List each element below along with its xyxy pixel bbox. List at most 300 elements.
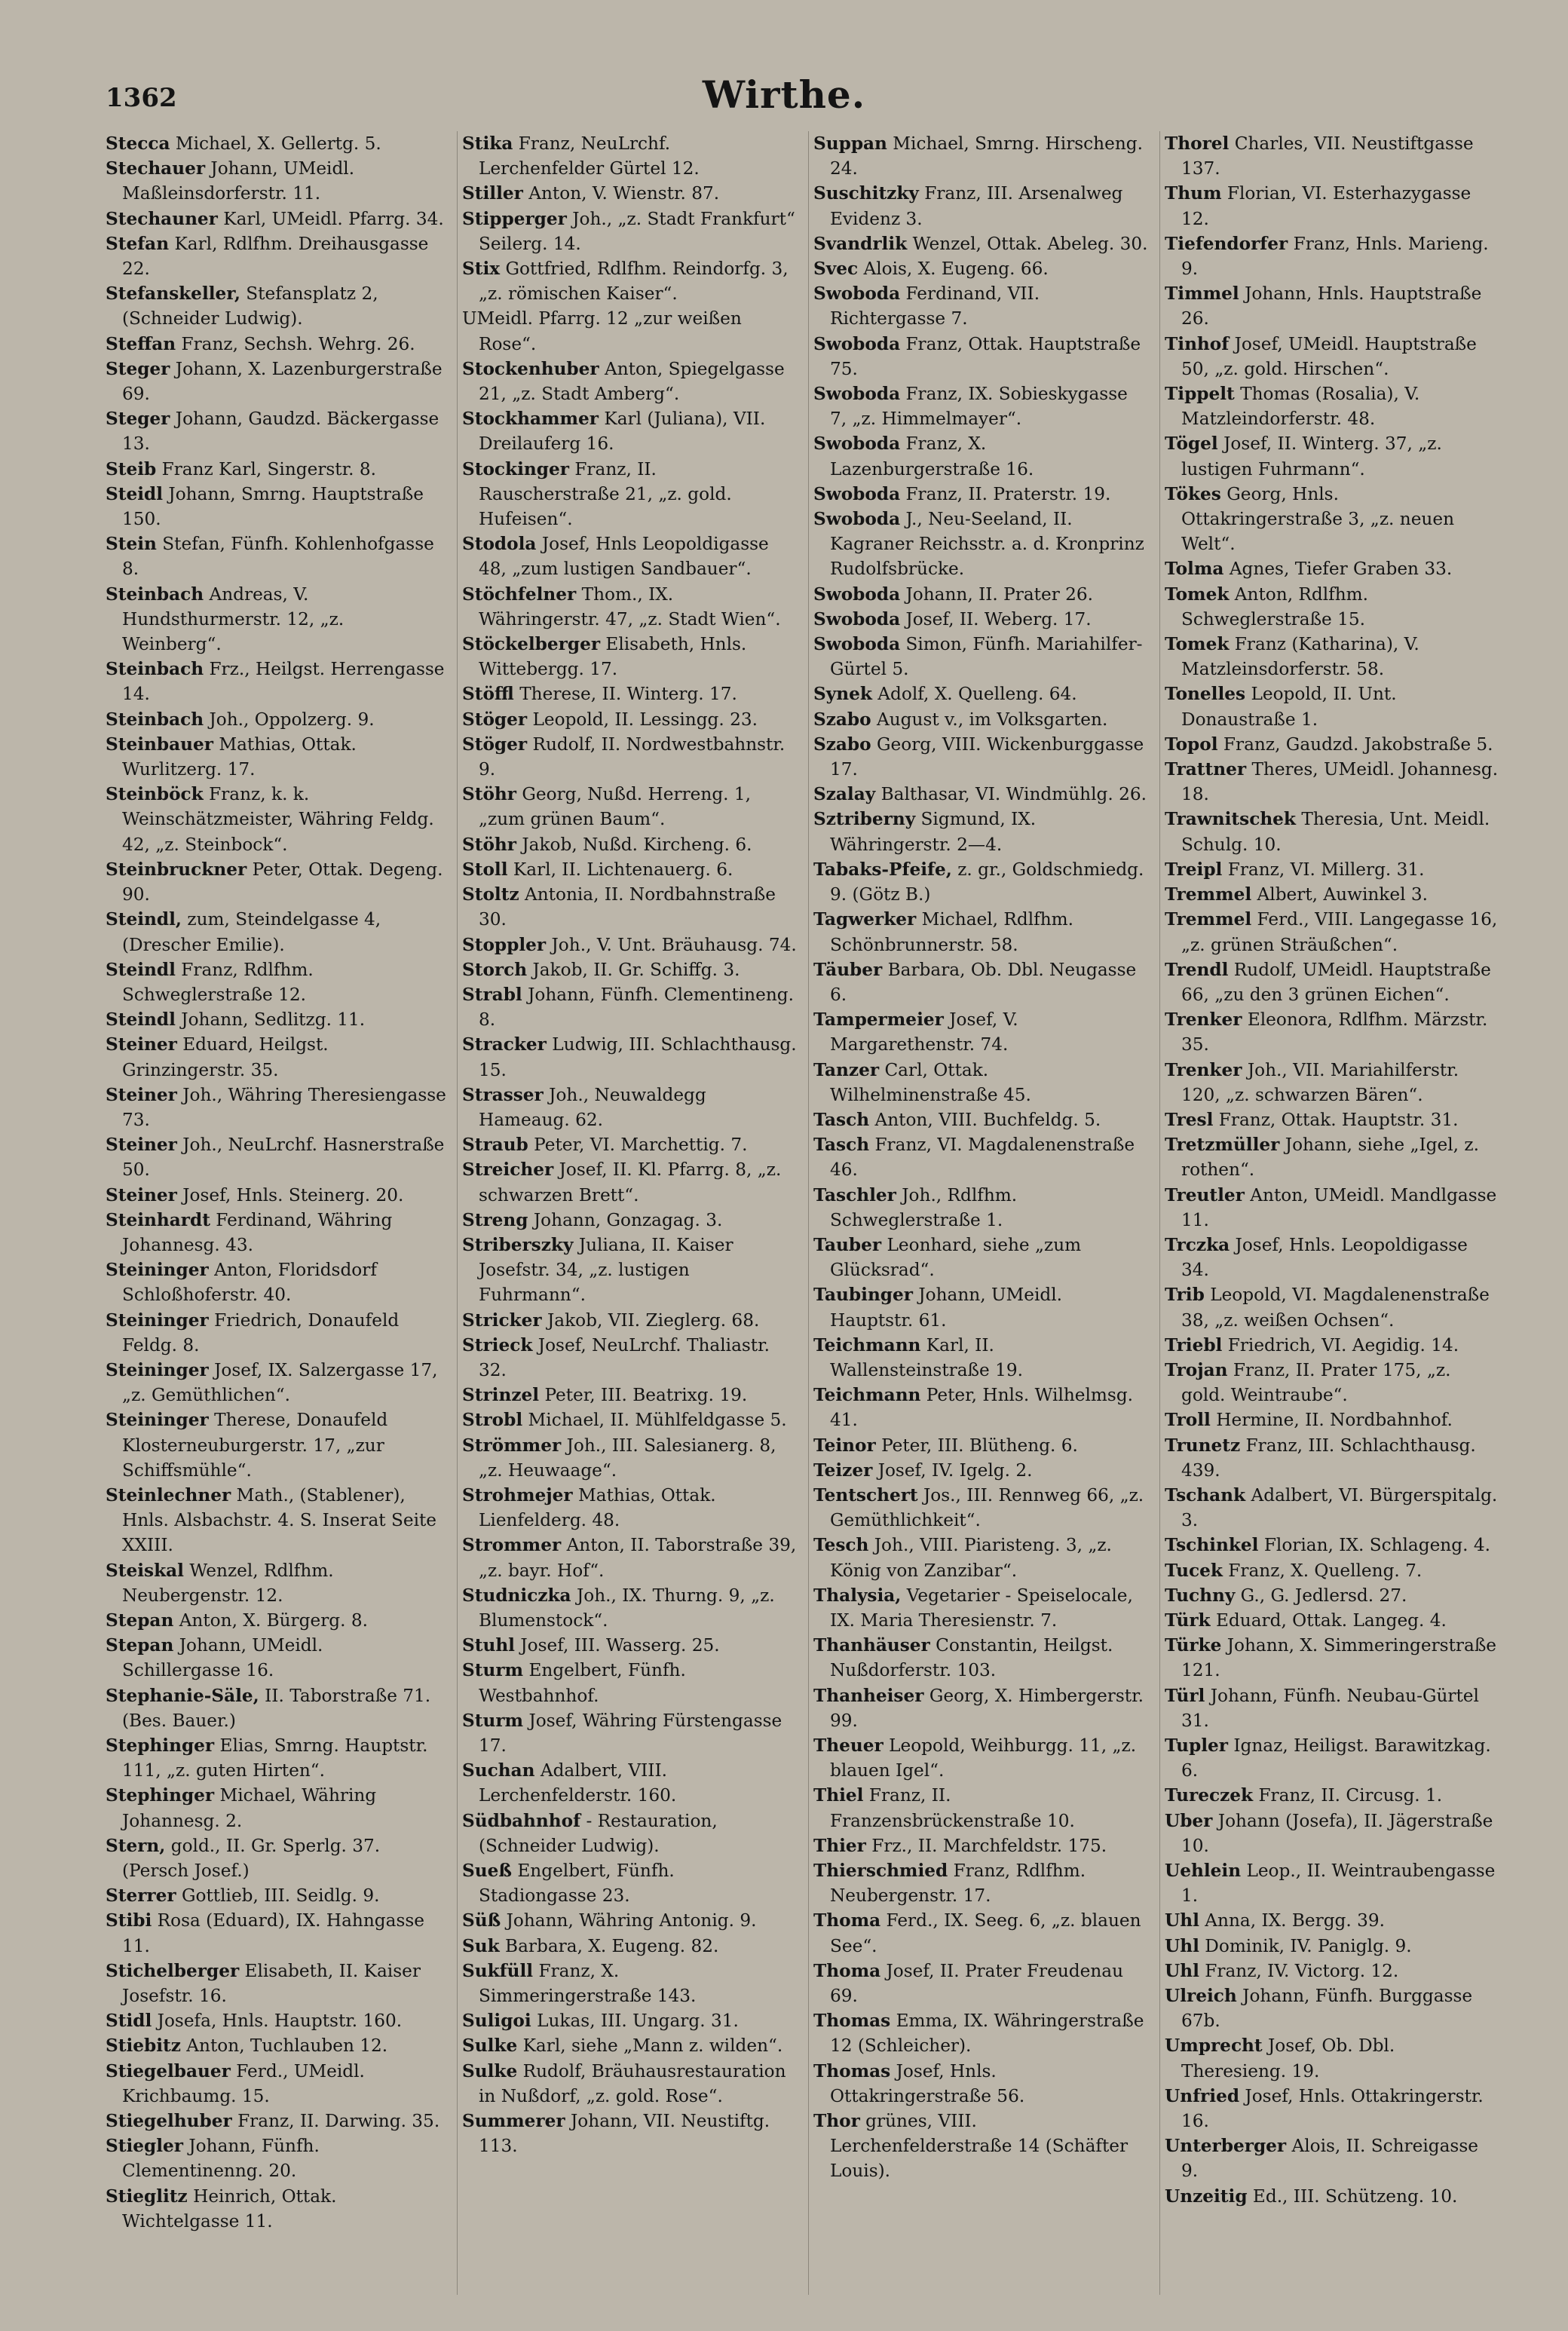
- entry-name: Stockenhuber: [462, 358, 599, 379]
- entry-name: Strommer: [462, 1535, 562, 1556]
- directory-entry: [106, 1483, 446, 1558]
- directory-entry: [462, 2008, 798, 2033]
- directory-entry: [813, 2008, 1149, 2058]
- entry-details: Barbara, Ob. Dbl. Neugasse 6.: [830, 959, 1137, 1005]
- entry-name: Stefan: [106, 233, 170, 254]
- entry-details: Franz, VI. Millerg. 31.: [1227, 859, 1425, 880]
- entry-details: Anton, X. Bürgerg. 8.: [179, 1610, 368, 1631]
- directory-entry: [462, 1233, 798, 1308]
- entry-name: Synek: [813, 684, 872, 705]
- directory-entry: [106, 457, 446, 482]
- entry-name: Suligoi: [462, 2011, 531, 2032]
- directory-entry: [462, 1658, 798, 1708]
- directory-entry: [1165, 882, 1500, 907]
- entry-details: Johann, II. Prater 26.: [905, 584, 1094, 605]
- entry-name: Thorel: [1165, 133, 1230, 154]
- directory-entry: [462, 1708, 798, 1758]
- entry-name: Unterberger: [1165, 2136, 1287, 2157]
- entry-details: Therese, Donaufeld Klosterneuburgerstr. 17, „zur Schiffsmühle“.: [122, 1410, 388, 1481]
- directory-entry: [462, 1583, 798, 1633]
- entry-details: Josef, V. Margarethenstr. 74.: [830, 1009, 1018, 1055]
- directory-entry: [1165, 732, 1500, 757]
- entry-name: Tasch: [813, 1135, 870, 1156]
- entry-name: Steindl: [106, 1009, 176, 1031]
- entry-details: Eleonora, Rdlfhm. Märzstr. 35.: [1181, 1009, 1488, 1055]
- directory-entry: [813, 1833, 1149, 1858]
- entry-details: Franz, Ottak. Hauptstraße 75.: [830, 333, 1141, 379]
- directory-entry: [106, 957, 446, 1007]
- entry-name: Uber: [1165, 1810, 1213, 1831]
- entry-details: Elisabeth, II. Kaiser Josefstr. 16.: [122, 1960, 421, 2007]
- entry-name: Tasch: [813, 1109, 870, 1130]
- entry-details: Georg, VIII. Wickenburggasse 17.: [830, 734, 1144, 780]
- entry-name: Türke: [1165, 1635, 1222, 1656]
- directory-entry: [813, 1282, 1149, 1332]
- directory-entry: [813, 1959, 1149, 2008]
- entry-name: Stiegler: [106, 2136, 184, 2157]
- directory-entry: [1165, 682, 1500, 731]
- directory-entry: [106, 1032, 446, 1082]
- directory-entry: [813, 507, 1149, 582]
- entry-details: Jakob, II. Gr. Schiffg. 3.: [532, 959, 740, 980]
- entry-name: Steffan: [106, 333, 176, 354]
- entry-details: Andreas, V. Hundsthurmerstr. 12, „z. Weinberg“.: [122, 584, 345, 655]
- entry-details: Franz, II. Circusg. 1.: [1258, 1785, 1443, 1806]
- entry-name: Uhl: [1165, 1910, 1199, 1931]
- entry-name: Sterrer: [106, 1885, 176, 1907]
- entry-name: Tögel: [1165, 433, 1218, 455]
- directory-entry: [1165, 431, 1500, 481]
- directory-entry: [1165, 1007, 1500, 1057]
- directory-entry: [813, 1233, 1149, 1282]
- entry-details: Ferd., UMeidl. Krichbaumg. 15.: [122, 2060, 365, 2106]
- directory-entry: [813, 2109, 1149, 2184]
- entry-details: Karl, siehe „Mann z. wilden“.: [522, 2035, 783, 2057]
- directory-entry: [106, 406, 446, 456]
- entry-details: Charles, VII. Neustiftgasse 137.: [1181, 133, 1474, 179]
- entry-details: Elisabeth, Hnls. Wittebergg. 17.: [479, 634, 747, 680]
- column-3: [808, 131, 1149, 2295]
- directory-entry: [1165, 2184, 1500, 2209]
- directory-entry: [1165, 757, 1500, 807]
- entry-name: Steindl,: [106, 909, 182, 930]
- directory-entry: [106, 907, 446, 957]
- entry-name: Stricker: [462, 1309, 542, 1331]
- entry-name: Stodola: [462, 534, 537, 555]
- entry-name: Tucek: [1165, 1560, 1223, 1581]
- entry-name: Stecca: [106, 133, 170, 154]
- directory-entry: [1165, 807, 1500, 856]
- entry-name: Studniczka: [462, 1585, 571, 1606]
- entry-name: Tolma: [1165, 559, 1224, 580]
- entry-details: Franz, Sechsh. Wehrg. 26.: [181, 333, 415, 354]
- directory-entry: [462, 1407, 798, 1432]
- directory-entry: [1165, 2084, 1500, 2133]
- directory-entry: [813, 1483, 1149, 1533]
- directory-entry: [1165, 1333, 1500, 1358]
- entry-details: Ludwig, III. Schlachthausg. 15.: [479, 1034, 797, 1080]
- directory-entry: [106, 1733, 446, 1783]
- entry-name: Strinzel: [462, 1385, 540, 1406]
- directory-entry: [1165, 1107, 1500, 1132]
- entry-name: Trunetz: [1165, 1435, 1241, 1456]
- directory-entry: [1165, 957, 1500, 1007]
- entry-details: Anton, VIII. Buchfeldg. 5.: [874, 1109, 1101, 1130]
- entry-name: Stoppler: [462, 934, 547, 955]
- directory-entry: [106, 1407, 446, 1483]
- entry-details: Johann, Smrng. Hauptstraße 150.: [122, 483, 424, 530]
- directory-entry: [1165, 2133, 1500, 2183]
- entry-details: Anton, V. Wienstr. 87.: [528, 183, 720, 204]
- entry-name: Suschitzky: [813, 183, 919, 204]
- directory-entry: [462, 131, 798, 181]
- entry-details: Karl, UMeidl. Pfarrg. 34.: [223, 208, 444, 229]
- directory-entry: [462, 207, 798, 256]
- entry-details: II. Taborstraße 71. (Bes. Bauer.): [122, 1685, 431, 1731]
- entry-name: Täuber: [813, 959, 883, 980]
- entry-details: Johann, siehe „Igel, z. rothen“.: [1181, 1135, 1479, 1181]
- entry-details: Josef, II. Winterg. 37, „z. lustigen Fuhrmann“.: [1181, 433, 1442, 479]
- directory-entry: [1165, 332, 1500, 381]
- entry-details: Franz, II. Praterstr. 19.: [905, 483, 1111, 504]
- entry-name: Thier: [813, 1835, 866, 1856]
- entry-details: Franz, Rdlfhm. Schweglerstraße 12.: [122, 959, 314, 1005]
- entry-name: Timmel: [1165, 283, 1239, 305]
- directory-entry: [106, 156, 446, 206]
- entry-details: Rudolf, UMeidl. Hauptstraße 66, „zu den 3 grünen Eichen“.: [1181, 959, 1491, 1005]
- entry-details: - Restauration, (Schneider Ludwig).: [479, 1810, 718, 1856]
- directory-entry: [1165, 1407, 1500, 1432]
- entry-name: Tretzmüller: [1165, 1135, 1280, 1156]
- entry-details: Albert, Auwinkel 3.: [1257, 884, 1428, 905]
- entry-details: Johann, UMeidl. Maßleinsdorferstr. 11.: [122, 158, 355, 204]
- entry-name: Theuer: [813, 1735, 884, 1756]
- entry-name: Swoboda: [813, 634, 901, 655]
- directory-entry: [813, 1007, 1149, 1057]
- entry-details: Franz, Rdlfhm. Neubergenstr. 17.: [830, 1861, 1086, 1907]
- directory-entry: [106, 1833, 446, 1883]
- directory-entry: [462, 2059, 798, 2109]
- directory-entry: [462, 357, 798, 406]
- directory-entry: [813, 381, 1149, 431]
- entry-details: Vegetarier - Speiselocale, IX. Maria Theresienstr. 7.: [830, 1585, 1133, 1631]
- directory-entry: [462, 857, 798, 882]
- entry-details: Josef, Hnls Leopoldigasse 48, „zum lustigen Sandbauer“.: [479, 534, 769, 580]
- entry-name: Stipperger: [462, 208, 567, 229]
- directory-entry: [462, 1633, 798, 1658]
- entry-name: Unzeitig: [1165, 2186, 1248, 2207]
- directory-entry: [462, 1758, 798, 1808]
- entry-details: Eduard, Heilgst. Grinzingerstr. 35.: [122, 1034, 329, 1080]
- entry-name: Steger: [106, 409, 170, 430]
- entry-name: Tureczek: [1165, 1785, 1254, 1806]
- directory-entry: [106, 2133, 446, 2183]
- entry-details: Florian, IX. Schlageng. 4.: [1263, 1535, 1490, 1556]
- directory-entry: [813, 1333, 1149, 1383]
- entry-name: Stöhr: [462, 834, 516, 855]
- entry-name: Stidl: [106, 2011, 152, 2032]
- entry-name: Tabaks-Pfeife,: [813, 859, 952, 880]
- entry-name: Treutler: [1165, 1184, 1245, 1205]
- directory-entry: [462, 682, 798, 706]
- entry-name: Steininger: [106, 1309, 209, 1331]
- directory-entry: [813, 231, 1149, 256]
- entry-details: Josef, II. Kl. Pfarrg. 8, „z. schwarzen Brett“.: [479, 1159, 782, 1205]
- directory-entry: [462, 2109, 798, 2158]
- directory-entry: [1165, 1783, 1500, 1808]
- directory-entry: [462, 1908, 798, 1933]
- entry-details: Karl (Juliana), VII. Dreilauferg 16.: [479, 409, 766, 455]
- entry-details: J., Neu-Seeland, II. Kagraner Reichsstr. a. d. Kronprinz Rudolfsbrücke.: [830, 509, 1144, 580]
- entry-details: Josef, Ob. Dbl. Theresieng. 19.: [1181, 2035, 1395, 2081]
- directory-entry: [1165, 231, 1500, 281]
- entry-details: Franz, X. Simmeringerstraße 143.: [479, 1960, 697, 2007]
- directory-entry: [813, 256, 1149, 281]
- entry-details: Engelbert, Fünfh. Stadiongasse 23.: [479, 1861, 675, 1907]
- directory-entry: [813, 1183, 1149, 1233]
- entry-name: Stracker: [462, 1034, 547, 1055]
- entry-details: Joh., VII. Mariahilferstr. 120, „z. schwarzen Bären“.: [1181, 1059, 1459, 1105]
- entry-name: Stöger: [462, 709, 528, 730]
- entry-name: Steiner: [106, 1184, 177, 1205]
- entry-details: Leopold, VI. Magdalenenstraße 38, „z. weißen Ochsen“.: [1181, 1285, 1490, 1331]
- entry-details: Franz, IX. Sobieskygasse 7, „z. Himmelmayer“.: [830, 384, 1128, 430]
- directory-entry: [462, 1308, 798, 1333]
- directory-entry: [1165, 381, 1500, 431]
- entry-name: Stern,: [106, 1835, 166, 1856]
- entry-name: Steindl: [106, 959, 176, 980]
- entry-name: Swoboda: [813, 584, 901, 605]
- page-header: [0, 72, 1568, 118]
- entry-details: Gottlieb, III. Seidlg. 9.: [182, 1885, 380, 1907]
- entry-details: Michael, Währing Johannesg. 2.: [122, 1785, 377, 1831]
- entry-details: Adalbert, VI. Bürgerspitalg. 3.: [1181, 1484, 1498, 1531]
- entry-details: Johann, Gaudzd. Bäckergasse 13.: [122, 409, 439, 455]
- entry-details: Josef, Hnls. Ottakringerstr. 16.: [1181, 2085, 1484, 2132]
- entry-name: Thomas: [813, 2060, 891, 2081]
- entry-name: Suchan: [462, 1760, 535, 1781]
- entry-details: Johann, Fünfh. Clementinenng. 20.: [122, 2136, 320, 2182]
- entry-name: Swoboda: [813, 509, 901, 530]
- entry-details: Franz, X. Lazenburgerstraße 16.: [830, 433, 1034, 479]
- directory-entry: [106, 657, 446, 706]
- entry-details: Constantin, Heilgst. Nußdorferstr. 103.: [830, 1635, 1113, 1681]
- entry-details: Franz, II. Prater 175, „z. gold. Weintraube“.: [1181, 1359, 1451, 1406]
- entry-name: Sulke: [462, 2035, 518, 2057]
- entry-name: Stephinger: [106, 1785, 215, 1806]
- entry-name: Stepan: [106, 1635, 174, 1656]
- entry-name: Stibi: [106, 1910, 152, 1931]
- directory-entry: [1165, 1132, 1500, 1182]
- directory-entry: [1165, 1733, 1500, 1783]
- entry-details: Joh., VIII. Piaristeng. 3, „z. König von Zanzibar“.: [830, 1535, 1112, 1581]
- entry-details: Anton, II. Taborstraße 39, „z. bayr. Hof“.: [479, 1535, 797, 1581]
- directory-entry: [106, 1608, 446, 1633]
- page-number: 1362: [106, 83, 177, 113]
- directory-entry: [106, 531, 446, 581]
- entry-details: Josef, Hnls. Leopoldigasse 34.: [1181, 1234, 1468, 1281]
- entry-details: Rudolf, II. Nordwestbahnstr. 9.: [479, 734, 786, 780]
- entry-name: Stephinger: [106, 1735, 215, 1756]
- entry-details: Karl, II. Wallensteinstraße 19.: [830, 1334, 1024, 1380]
- directory-entry: [813, 1733, 1149, 1783]
- directory-entry: [813, 1633, 1149, 1683]
- entry-details: Johann, Sedlitzg. 11.: [181, 1009, 366, 1031]
- entry-name: Sukfüll: [462, 1960, 534, 1981]
- directory-entry: [106, 1132, 446, 1182]
- entry-details: Joh., Oppolzerg. 9.: [209, 709, 375, 730]
- directory-entry: [106, 281, 446, 331]
- entry-name: Stieglitz: [106, 2186, 188, 2207]
- entry-name: Trattner: [1165, 759, 1247, 780]
- directory-entry: [813, 482, 1149, 507]
- entry-name: Streicher: [462, 1159, 554, 1181]
- entry-name: Steidl: [106, 483, 164, 504]
- entry-name: Tomek: [1165, 634, 1230, 655]
- directory-entry: [813, 1132, 1149, 1182]
- directory-entry: [813, 332, 1149, 381]
- entry-name: Tremmel: [1165, 909, 1252, 930]
- entry-name: Steininger: [106, 1410, 209, 1431]
- entry-details: Franz, II. Darwing. 35.: [237, 2111, 440, 2132]
- entry-name: Uhl: [1165, 1960, 1199, 1981]
- directory-entry: [106, 2008, 446, 2033]
- entry-name: Sulke: [462, 2060, 518, 2081]
- entry-name: Tschinkel: [1165, 1535, 1259, 1556]
- entry-details: Johann, Fünfh. Neubau-Gürtel 31.: [1181, 1685, 1479, 1731]
- entry-details: Anton, Floridsdorf Schloßhoferstr. 40.: [122, 1260, 377, 1306]
- entry-name: Thoma: [813, 1910, 881, 1931]
- entry-details: Theres, UMeidl. Johannesg. 18.: [1181, 759, 1499, 805]
- entry-details: Mathias, Ottak. Wurlitzerg. 17.: [122, 734, 357, 780]
- entry-name: Tomek: [1165, 584, 1230, 605]
- directory-entry: [1165, 131, 1500, 181]
- entry-name: Swoboda: [813, 283, 901, 305]
- entry-name: Trczka: [1165, 1234, 1230, 1255]
- directory-entry: [1165, 1983, 1500, 2033]
- entry-details: Jakob, VII. Zieglerg. 68.: [547, 1309, 760, 1331]
- entry-details: Ferd., VIII. Langegasse 16, „z. grünen Sträußchen“.: [1181, 909, 1498, 955]
- entry-details: Ferdinand, Währing Johannesg. 43.: [122, 1209, 393, 1255]
- entry-details: Wenzel, Rdlfhm. Neubergenstr. 12.: [122, 1560, 334, 1606]
- entry-details: Franz, VI. Magdalenenstraße 46.: [830, 1135, 1135, 1181]
- entry-details: Josef, Hnls. Ottakringerstraße 56.: [830, 2060, 1025, 2106]
- entry-name: Trib: [1165, 1285, 1205, 1306]
- entry-name: Stoll: [462, 859, 508, 880]
- directory-entry: [462, 732, 798, 782]
- directory-entry: [462, 1032, 798, 1082]
- directory-entry: [462, 1208, 798, 1233]
- directory-entry: [1165, 1608, 1500, 1633]
- entry-details: Dominik, IV. Paniglg. 9.: [1205, 1935, 1412, 1956]
- entry-details: Thomas (Rosalia), V. Matzleindorferstr. 48.: [1181, 384, 1420, 430]
- entry-name: Tresl: [1165, 1109, 1214, 1130]
- entry-name: Strobl: [462, 1410, 523, 1431]
- directory-entry: [1165, 582, 1500, 632]
- directory-entry: [813, 1533, 1149, 1582]
- entry-name: Stöger: [462, 734, 528, 755]
- directory-entry: [1165, 1934, 1500, 1959]
- directory-entry: [462, 782, 798, 832]
- entry-name: Stechauer: [106, 158, 206, 179]
- entry-name: Svec: [813, 259, 859, 280]
- entry-name: Unfried: [1165, 2085, 1240, 2106]
- entry-details: Josef, Währing Fürstengasse 17.: [479, 1710, 782, 1756]
- entry-name: Tippelt: [1165, 384, 1235, 405]
- entry-details: Joh., III. Salesianerg. 8, „z. Heuwaage“.: [479, 1435, 776, 1481]
- column-4: [1159, 131, 1500, 2295]
- entry-name: Trawnitschek: [1165, 809, 1296, 830]
- directory-entry: [462, 832, 798, 857]
- directory-entry: [106, 357, 446, 406]
- entry-name: Striberszky: [462, 1234, 574, 1255]
- entry-name: Strohmejer: [462, 1484, 573, 1506]
- directory-entry: [1165, 1908, 1500, 1933]
- entry-name: Trendl: [1165, 959, 1229, 980]
- entry-details: Johann, Fünfh. Clementineng. 8.: [479, 984, 794, 1031]
- entry-name: Taubinger: [813, 1285, 913, 1306]
- entry-details: Frz., II. Marchfeldstr. 175.: [871, 1835, 1107, 1856]
- entry-details: Theresia, Unt. Meidl. Schulg. 10.: [1181, 809, 1490, 855]
- directory-entry: [462, 1333, 798, 1383]
- entry-name: Umprecht: [1165, 2035, 1263, 2057]
- directory-entry: [813, 1783, 1149, 1833]
- entry-name: Teichmann: [813, 1334, 921, 1355]
- entry-name: Sztriberny: [813, 809, 916, 830]
- entry-details: Juliana, II. Kaiser Josefstr. 34, „z. lustigen Fuhrmann“.: [479, 1234, 733, 1306]
- directory-entry: [462, 1483, 798, 1533]
- entry-name: Stöffl: [462, 684, 514, 705]
- entry-name: Swoboda: [813, 384, 901, 405]
- entry-details: Emma, IX. Währingerstraße 12 (Schleicher).: [830, 2011, 1144, 2057]
- entry-name: Szabo: [813, 709, 871, 730]
- section-title: Wirthe.: [702, 72, 866, 117]
- entry-name: Topol: [1165, 734, 1218, 755]
- directory-entry: [106, 1633, 446, 1683]
- entry-name: Strasser: [462, 1084, 544, 1105]
- entry-details: Mathias, Ottak. Lienfelderg. 48.: [479, 1484, 716, 1531]
- directory-entry: [1165, 1633, 1500, 1683]
- directory-entry: [106, 2184, 446, 2234]
- entry-details: gold., II. Gr. Sperlg. 37. (Persch Josef.): [122, 1835, 381, 1882]
- directory-columns: [106, 131, 1500, 2295]
- directory-entry: [106, 482, 446, 531]
- directory-entry: [106, 1183, 446, 1208]
- entry-details: Carl, Ottak. Wilhelminenstraße 45.: [830, 1059, 1031, 1105]
- entry-details: Leop., II. Weintraubengasse 1.: [1181, 1861, 1496, 1907]
- directory-entry: [813, 582, 1149, 607]
- directory-entry: [106, 1308, 446, 1358]
- entry-name: Stockinger: [462, 458, 569, 479]
- entry-name: Tremmel: [1165, 884, 1252, 905]
- directory-entry: [462, 1934, 798, 1959]
- directory-entry: [462, 1533, 798, 1582]
- directory-entry: [1165, 1433, 1500, 1483]
- entry-details: Adalbert, VIII. Lerchenfelderstr. 160.: [479, 1760, 677, 1806]
- directory-entry: [813, 957, 1149, 1007]
- entry-name: Triebl: [1165, 1334, 1223, 1355]
- entry-name: Tentschert: [813, 1484, 918, 1506]
- entry-details: Franz, III. Schlachthausg. 439.: [1181, 1435, 1476, 1481]
- entry-name: Tonelles: [1165, 684, 1246, 705]
- entry-details: Franz, Gaudzd. Jakobstraße 5.: [1223, 734, 1493, 755]
- entry-details: Eduard, Ottak. Langeg. 4.: [1215, 1610, 1447, 1631]
- entry-details: Florian, VI. Esterhazygasse 12.: [1181, 183, 1472, 229]
- entry-details: Joh., IX. Thurng. 9, „z. Blumenstock“.: [479, 1585, 775, 1631]
- directory-entry: [106, 582, 446, 657]
- directory-entry: [813, 682, 1149, 706]
- directory-entry: [106, 1358, 446, 1407]
